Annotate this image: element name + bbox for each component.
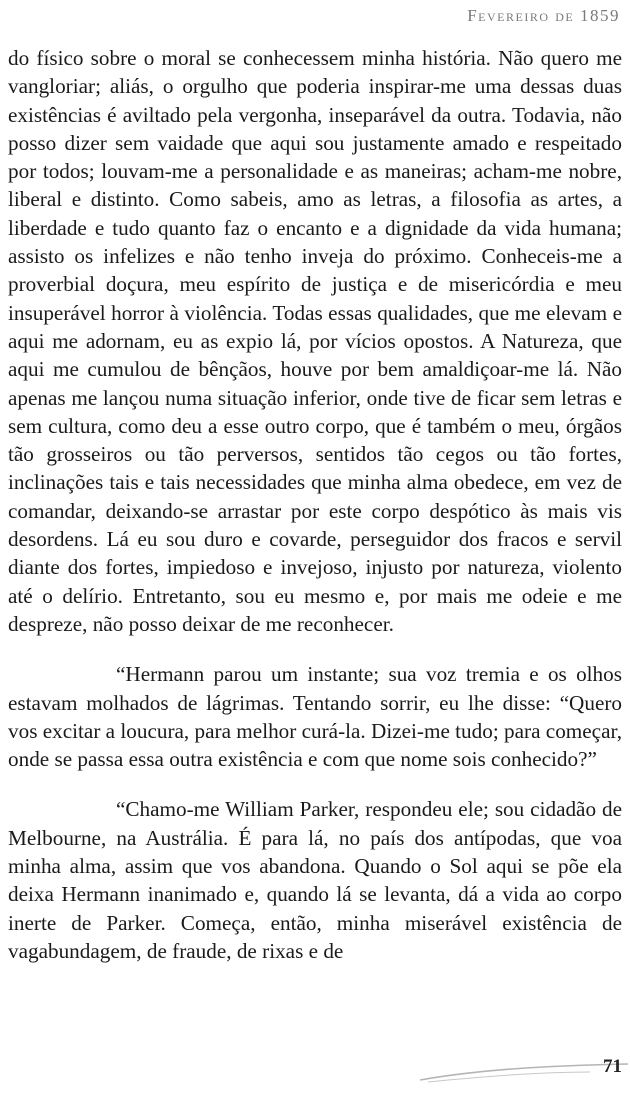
footer-ornament [418,1060,630,1084]
page-number: 71 [603,1056,622,1077]
paragraph-continuation: do físico sobre o moral se conhecessem minha história. Não quero me vangloriar; aliás, o orgulho que poderia inspirar-me uma dessas duas existências é aviltado pela vergonha, inseparável da outra. Todavia, não posso dizer sem vaidade que aqui sou justamente amado e respeitado por todos; louvam-me a personalidade e as maneiras; acham-me nobre, liberal e distinto. Como sabeis, amo as letras, a filosofia as artes, a liberdade e tudo quanto faz o encanto e a dignidade da vida humana; assisto os infelizes e não tenho inveja do próximo. Conheceis-me a proverbial doçura, meu espírito de justiça e de misericórdia e meu insuperável horror à violência. Todas essas qualidades, que me elevam e aqui me adornam, eu as expio lá, por vícios opostos. A Natureza, que aqui me cumulou de bênçãos, houve por bem amaldiçoar-me lá. Não apenas me lançou numa situação inferior, onde tive de ficar sem letras e sem cultura, como deu a esse outro corpo, que é também o meu, órgãos tão grosseiros ou tão perversos, sentidos tão cegos ou tão fortes, inclinações tais e tais necessidades que minha alma obedece, em vez de comandar, deixando-se arrastar por este corpo despótico às mais vis desordens. Lá eu sou duro e covarde, perseguidor dos fracos e servil diante dos fortes, impiedoso e invejoso, injusto por natureza, violento até o delírio. Entretanto, sou eu mesmo e, por mais me odeie e me despreze, não posso deixar de me reconhecer. [8,46,622,636]
paragraph-william-parker: “Chamo-me William Parker, respondeu ele; sou cidadão de Melbourne, na Austrália. É para lá, no país dos antípodas, que voa minha alma, assim que vos abandona. Quando o Sol aqui se põe ela deixa Hermann inanimado e, quando lá se levanta, dá a vida ao corpo inerte de Parker. Começa, então, minha miserável existência de vagabundagem, de fraude, de rixas e de [8,797,622,963]
page-body [8,44,622,965]
running-header: Fevereiro de 1859 [467,6,620,25]
paragraph-hermann-pause: “Hermann parou um instante; sua voz tremia e os olhos estavam molhados de lágrimas. Tentando sorrir, eu lhe disse: “Quero vos excitar a loucura, para melhor curá-la. Dizei-me tudo; para começar, onde se passa essa outra existência e com que nome sois conhecido?” [8,662,622,772]
